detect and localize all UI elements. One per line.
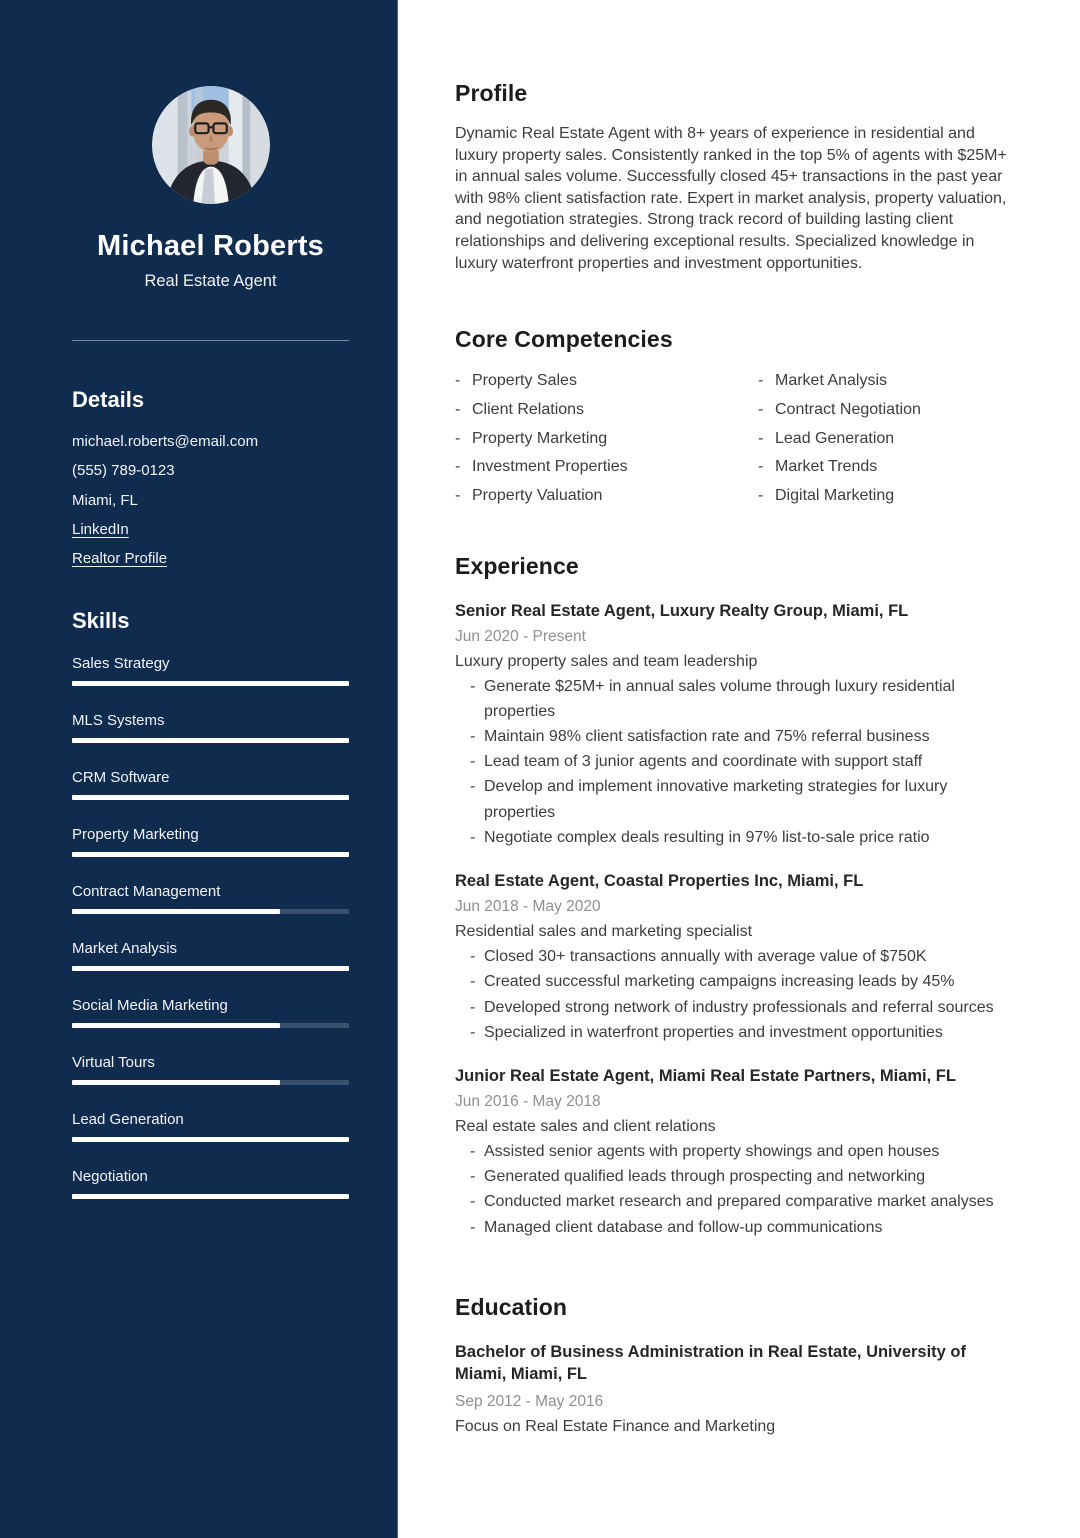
skill-bar-fill	[72, 1023, 280, 1028]
skill-label: Property Marketing	[72, 825, 199, 843]
competency-item: - Property Valuation	[455, 482, 758, 511]
main-content	[398, 0, 1080, 1538]
job-subtitle: Real estate sales and client relations	[455, 1117, 716, 1135]
detail-link[interactable]: LinkedIn	[72, 520, 129, 538]
competency-item: - Market Trends	[758, 453, 921, 482]
job-bullets	[470, 944, 1010, 1045]
job-bullet: - Generated qualified leads through prospecting and networking	[470, 1164, 1010, 1189]
job-bullets	[470, 1139, 1010, 1240]
skill-bar-fill	[72, 795, 349, 800]
skill-label: Sales Strategy	[72, 654, 170, 672]
education-degree: Bachelor of Business Administration in Real Estate, University of Miami, Miami, FL	[455, 1342, 967, 1384]
skill-row	[72, 1054, 349, 1085]
job-bullet: - Negotiate complex deals resulting in 97% list-to-sale price ratio	[470, 825, 1010, 850]
job-subtitle: Luxury property sales and team leadership	[455, 652, 758, 670]
job-bullet: - Conducted market research and prepared comparative market analyses	[470, 1189, 1010, 1214]
skill-bar-track	[72, 1023, 349, 1028]
competency-item: - Lead Generation	[758, 425, 921, 454]
experience-heading: Experience	[455, 552, 579, 579]
competencies-columns	[455, 367, 1010, 511]
skill-bar-fill	[72, 1137, 349, 1142]
skill-label: Negotiation	[72, 1167, 148, 1185]
skills-list	[72, 655, 349, 1199]
skill-row	[72, 997, 349, 1028]
skill-label: Social Media Marketing	[72, 996, 228, 1014]
competencies-heading: Core Competencies	[455, 326, 673, 353]
skill-bar-fill	[72, 738, 349, 743]
skill-bar-fill	[72, 1080, 280, 1085]
job-dates: Jun 2016 - May 2018	[455, 1092, 601, 1110]
skill-bar-fill	[72, 909, 280, 914]
skill-label: Lead Generation	[72, 1110, 184, 1128]
skill-row	[72, 1168, 349, 1199]
competencies-col-1	[455, 367, 758, 511]
detail-link[interactable]: Realtor Profile	[72, 550, 168, 567]
skill-bar-fill	[72, 681, 349, 686]
job-dates: Jun 2020 - Present	[455, 627, 586, 645]
skill-row	[72, 769, 349, 800]
skills-heading: Skills	[72, 607, 130, 633]
skill-row	[72, 655, 349, 686]
experience-job-1	[455, 600, 1010, 850]
job-title: Real Estate Agent, Coastal Properties Inc, Miami, FL	[455, 872, 864, 891]
skill-label: Virtual Tours	[72, 1053, 155, 1071]
skill-label: MLS Systems	[72, 711, 165, 729]
skill-bar-track	[72, 1080, 349, 1085]
job-bullet: - Generate $25M+ in annual sales volume through luxury residential properties	[470, 674, 1010, 724]
competencies-col-2	[758, 367, 921, 511]
sidebar-divider	[72, 340, 349, 341]
job-bullet: - Developed strong network of industry professionals and referral sources	[470, 995, 1010, 1020]
skill-label: Market Analysis	[72, 939, 178, 957]
skill-bar-track	[72, 681, 349, 686]
job-bullet: - Maintain 98% client satisfaction rate and 75% referral business	[470, 724, 1010, 749]
skill-bar-track	[72, 1137, 349, 1142]
detail-item: michael.roberts@email.com	[72, 433, 259, 450]
education-focus: Focus on Real Estate Finance and Marketing	[455, 1417, 776, 1435]
skill-bar-track	[72, 738, 349, 743]
experience-job-2	[455, 870, 1010, 1045]
skill-bar-fill	[72, 852, 349, 857]
sidebar	[0, 0, 398, 1538]
detail-item: (555) 789-0123	[72, 462, 175, 480]
job-bullet: - Created successful marketing campaigns increasing leads by 45%	[470, 969, 1010, 994]
job-bullet: - Develop and implement innovative marketing strategies for luxury properties	[470, 774, 1010, 824]
skill-row	[72, 1111, 349, 1142]
skill-label: Contract Management	[72, 882, 221, 900]
details-list	[72, 434, 349, 508]
job-bullets	[470, 674, 1010, 850]
competency-item: - Investment Properties	[455, 453, 758, 482]
skill-bar-track	[72, 909, 349, 914]
skill-bar-fill	[72, 1194, 349, 1199]
person-title: Real Estate Agent	[144, 272, 277, 290]
profile-heading: Profile	[455, 80, 528, 106]
job-title: Junior Real Estate Agent, Miami Real Estate Partners, Miami, FL	[455, 1066, 956, 1085]
job-subtitle: Residential sales and marketing specialist	[455, 923, 753, 941]
competency-item: - Digital Marketing	[758, 482, 921, 511]
experience-job-3	[455, 1065, 1010, 1240]
skill-row	[72, 826, 349, 857]
education-dates: Sep 2012 - May 2016	[455, 1392, 604, 1410]
skill-bar-track	[72, 852, 349, 857]
competency-item: - Contract Negotiation	[758, 396, 921, 425]
job-bullet: - Lead team of 3 junior agents and coordinate with support staff	[470, 749, 1010, 774]
detail-item: Miami, FL	[72, 491, 138, 509]
competency-item: - Client Relations	[455, 396, 758, 425]
job-bullet: - Specialized in waterfront properties and investment opportunities	[470, 1020, 1010, 1045]
job-title: Senior Real Estate Agent, Luxury Realty Group, Miami, FL	[455, 601, 909, 620]
avatar-wrap	[72, 86, 349, 204]
job-dates: Jun 2018 - May 2020	[455, 898, 601, 916]
skill-row	[72, 883, 349, 914]
job-bullet: - Managed client database and follow-up communications	[470, 1215, 1010, 1240]
skill-row	[72, 940, 349, 971]
skill-label: CRM Software	[72, 768, 170, 786]
skill-bar-track	[72, 1194, 349, 1199]
competency-item: - Market Analysis	[758, 367, 921, 396]
job-bullet: - Assisted senior agents with property showings and open houses	[470, 1139, 1010, 1164]
details-heading: Details	[72, 387, 145, 412]
skill-bar-track	[72, 966, 349, 971]
skill-bar-fill	[72, 966, 349, 971]
skill-row	[72, 712, 349, 743]
competency-item: - Property Sales	[455, 367, 758, 396]
competency-item: - Property Marketing	[455, 425, 758, 454]
details-links	[72, 522, 349, 567]
person-name: Michael Roberts	[97, 230, 324, 262]
education-heading: Education	[455, 1293, 568, 1320]
profile-text: Dynamic Real Estate Agent with 8+ years of experience in residential and luxury property sales. Consistently ranked in the top 5% of agents with $25M+ in annual sales volume. Successfully closed 45+ transactions in the past year with 98% client satisfaction rate. Expert in market analysis, property valuation, and negotiation strategies. Strong track record of building lasting client relationships and delivering exceptional results. Specialized knowledge in luxury waterfront properties and investment opportunities.	[455, 125, 1007, 272]
skill-bar-track	[72, 795, 349, 800]
job-bullet: - Closed 30+ transactions annually with average value of $750K	[470, 944, 1010, 969]
profile-photo	[152, 86, 270, 204]
